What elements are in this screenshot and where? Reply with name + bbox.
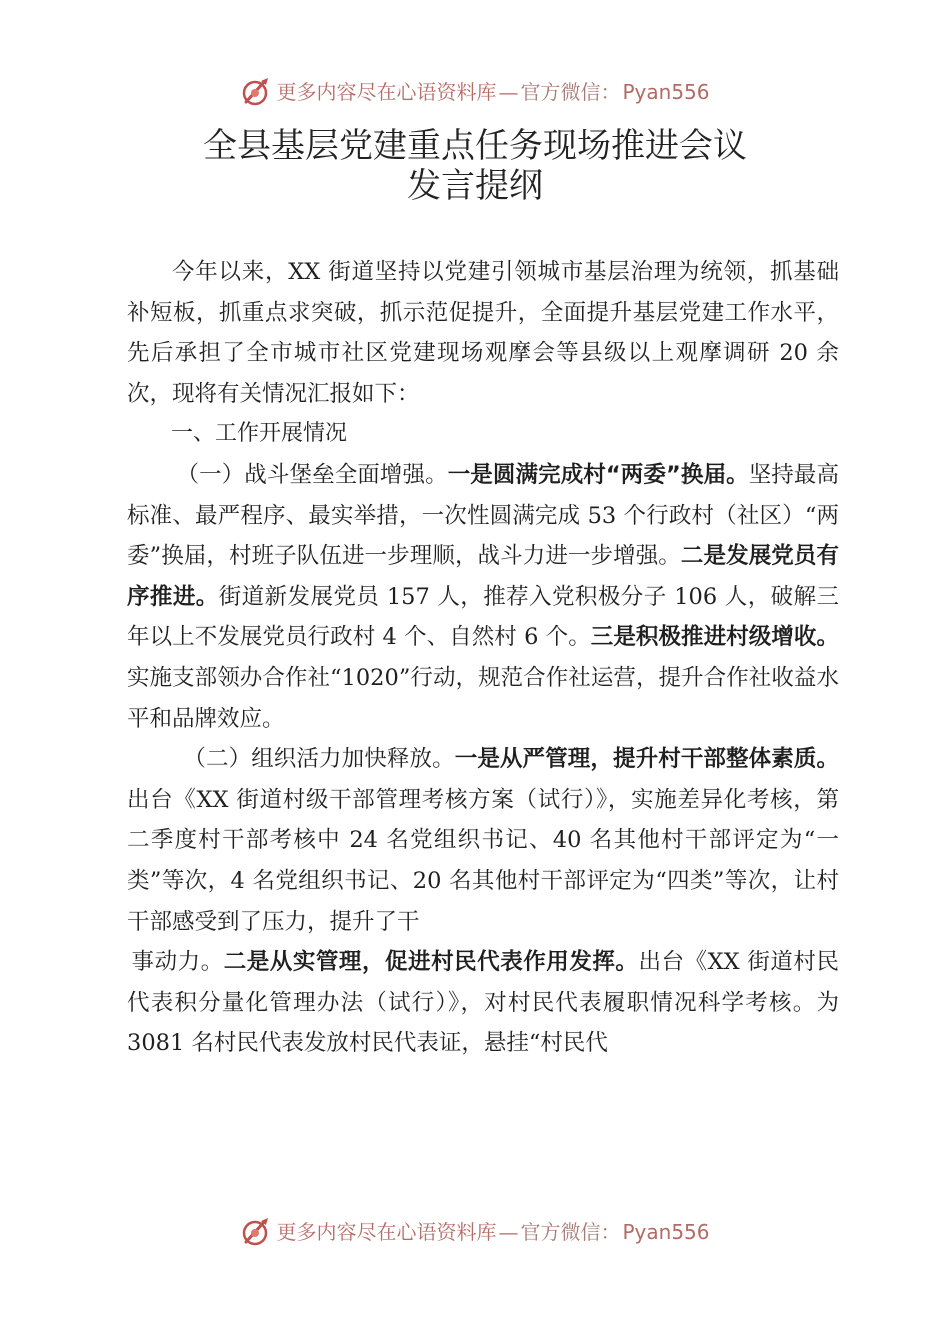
watermark-text: 更多内容尽在心语资料库 bbox=[276, 1220, 497, 1244]
brush-logo-icon bbox=[240, 76, 272, 108]
subsection-1-point-3-text: 实施支部领办合作社“1020”行动，规范合作社运营，提升合作社收益水平和品牌效应。 bbox=[127, 664, 839, 732]
watermark-wechat-label: 官方微信： bbox=[520, 80, 621, 104]
subsection-1-paragraph bbox=[127, 455, 839, 739]
watermark-wechat-label: 官方微信： bbox=[520, 1220, 621, 1244]
title-line-2: 发言提纲 bbox=[407, 166, 543, 206]
subsection-1-point-1-title: 一是圆满完成村“两委”换届。 bbox=[447, 461, 749, 488]
subsection-2-point-2-title: 二是从实管理，促进村民代表作用发挥。 bbox=[223, 949, 639, 976]
watermark-text: 更多内容尽在心语资料库 bbox=[276, 80, 497, 104]
subsection-2-point-1-text-end: 事动力。 bbox=[131, 949, 224, 976]
subsection-2-point-1-title: 一是从严管理，提升村干部整体素质。 bbox=[454, 746, 839, 773]
watermark-wechat-id: Pyan556 bbox=[622, 1220, 710, 1244]
document-title bbox=[0, 126, 950, 206]
watermark-separator: — bbox=[498, 1220, 519, 1244]
subsection-1-point-2-text: 街道新发展党员 157 人，推荐入党积极分子 106 人，破解三年以上不发展党员行政村 4 个、自然村 6 个。 bbox=[127, 583, 839, 651]
watermark-banner-top bbox=[0, 76, 950, 108]
section-heading-1: 一、工作开展情况 bbox=[171, 421, 348, 447]
intro-paragraph: 今年以来，XX 街道坚持以党建引领城市基层治理为统领，抓基础补短板，抓重点求突破，抓示范促提升，全面提升基层党建工作水平，先后承担了全市城市社区党建现场观摩会等县级以上观摩调研 20 余次，现将有关情况汇报如下： bbox=[127, 259, 839, 407]
brush-logo-icon bbox=[240, 1216, 272, 1248]
document-body bbox=[127, 252, 839, 1064]
subsection-1-point-2-title: 二是发展党员有序推进。 bbox=[127, 543, 839, 610]
watermark-separator: — bbox=[498, 80, 519, 104]
watermark-banner-bottom bbox=[0, 1216, 950, 1248]
subsection-2-point-2-text: 出台《XX 街道村民代表积分量化管理办法（试行）》，对村民代表履职情况科学考核。为 3081 名村民代表发放村民代表证，悬挂“村民代 bbox=[127, 949, 839, 1057]
subsection-1-label: （一）战斗堡垒全面增强。 bbox=[176, 461, 448, 488]
subsection-2-label: （二）组织活力加快释放。 bbox=[183, 746, 455, 773]
subsection-1-point-3-title: 三是积极推进村级增收。 bbox=[590, 624, 839, 651]
subsection-2-continuation bbox=[127, 942, 839, 1064]
watermark-wechat-id: Pyan556 bbox=[622, 80, 710, 104]
subsection-2-paragraph bbox=[127, 739, 839, 942]
title-line-1: 全县基层党建重点任务现场推进会议 bbox=[203, 126, 747, 166]
subsection-1-point-1-text: 坚持最高标准、最严程序、最实举措，一次性圆满完成 53 个行政村（社区）“两委”换届，村班子队伍进一步理顺，战斗力进一步增强。 bbox=[127, 461, 839, 570]
subsection-2-point-1-text: 出台《XX 街道村级干部管理考核方案（试行）》，实施差异化考核，第二季度村干部考核中 24 名党组织书记、40 名其他村干部评定为“一类”等次，4 名党组织书记、20 名其他村干部评定为“四类”等次，让村干部感受到了压力，提升了干 bbox=[127, 786, 839, 935]
